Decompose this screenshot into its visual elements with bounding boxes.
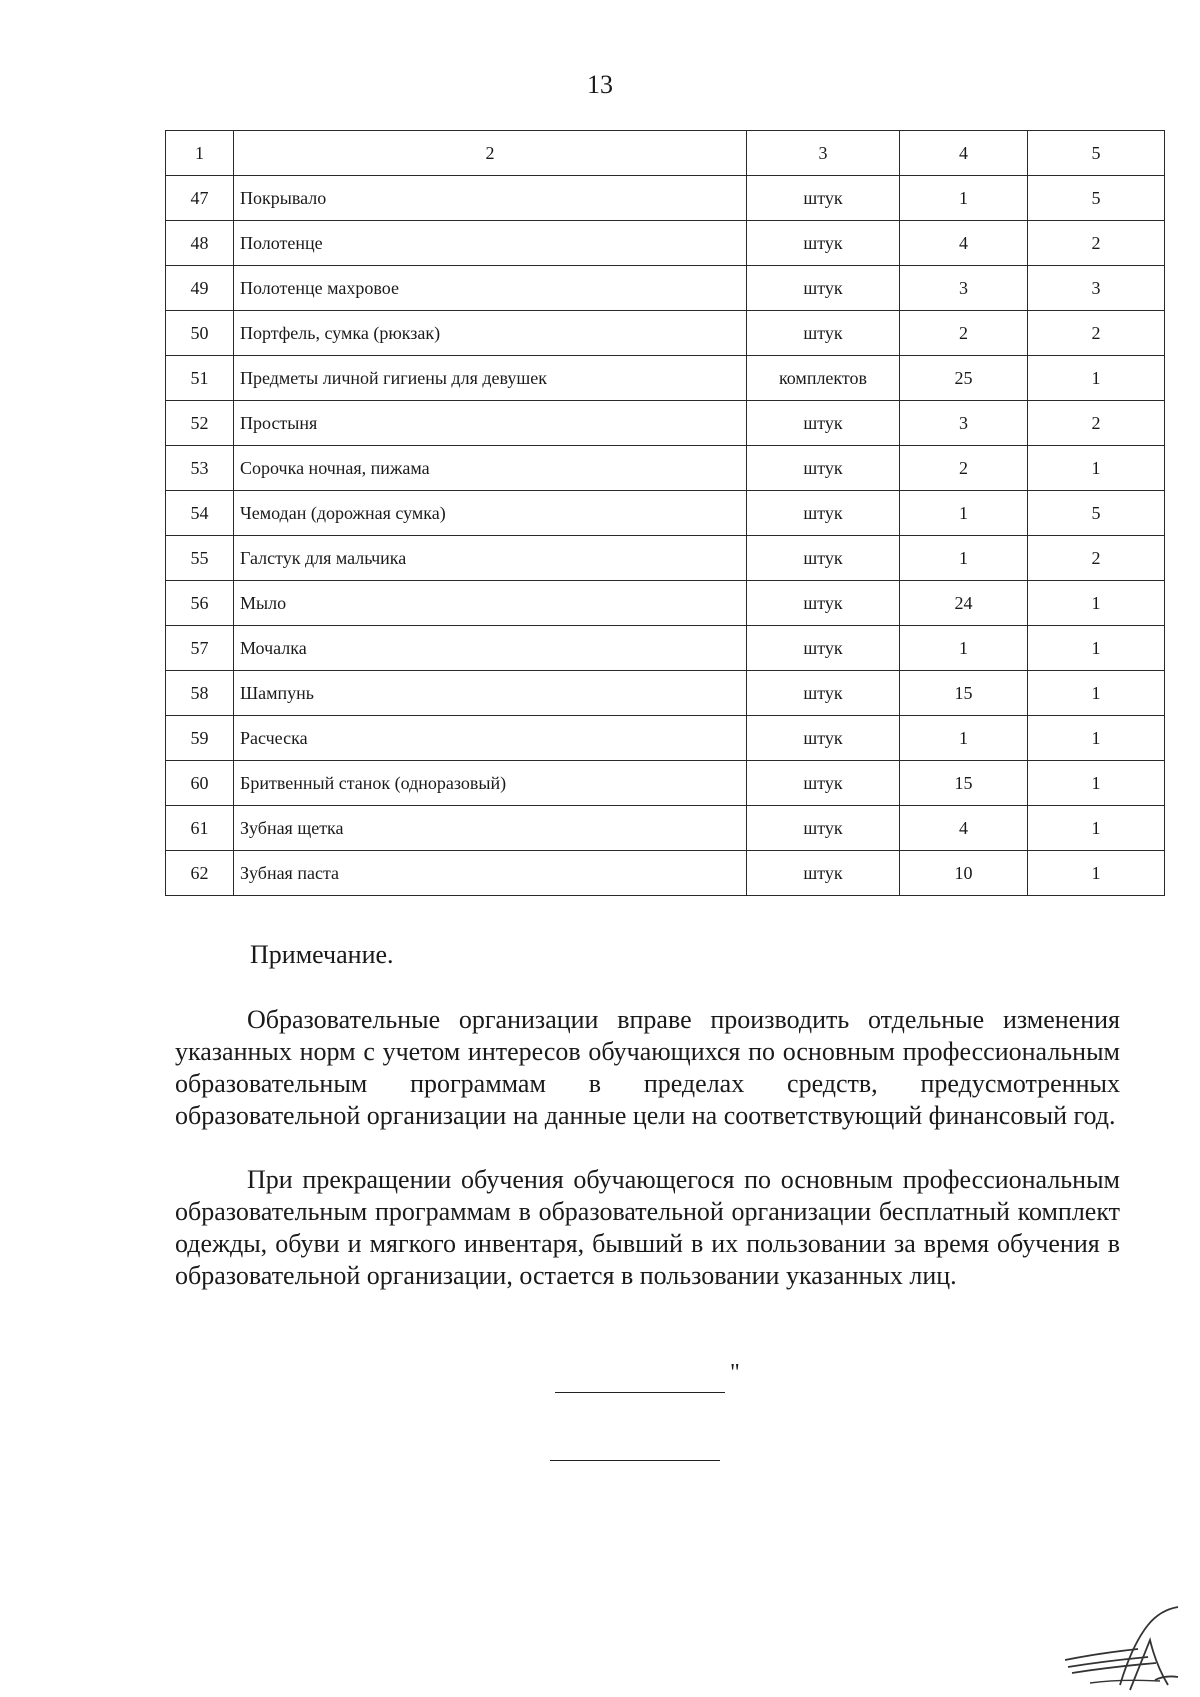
table-header-row [166, 131, 1165, 176]
separator-line-2 [550, 1460, 720, 1461]
table-cell-col-5: 2 [1028, 401, 1165, 446]
table-cell-col-5: 1 [1028, 671, 1165, 716]
table-row [166, 761, 1165, 806]
table-row [166, 401, 1165, 446]
table-cell-col-1: 58 [166, 671, 234, 716]
table-row [166, 536, 1165, 581]
table-cell-col-1: 54 [166, 491, 234, 536]
table-cell-col-2: Предметы личной гигиены для девушек [234, 356, 747, 401]
table-cell-col-4: 2 [900, 311, 1028, 356]
table-row [166, 581, 1165, 626]
table-cell-col-2: Полотенце [234, 221, 747, 266]
note-paragraph-2: При прекращении обучения обучающегося по основным профессиональным образовательным программам в образовательной организации бесплатный комплект одежды, обуви и мягкого инвентаря, бывший в их пользовании за время обучения в образовательной организации, остается в пользовании указанных лиц. [175, 1165, 1120, 1290]
table-row [166, 311, 1165, 356]
table-row [166, 491, 1165, 536]
table-cell-col-5: 1 [1028, 581, 1165, 626]
table-cell-col-1: 53 [166, 446, 234, 491]
table-cell-col-3: штук [747, 536, 900, 581]
table-cell-col-1: 48 [166, 221, 234, 266]
header-col-3: 3 [747, 131, 900, 176]
table-cell-col-2: Зубная паста [234, 851, 747, 896]
table-cell-col-4: 1 [900, 626, 1028, 671]
table-cell-col-1: 55 [166, 536, 234, 581]
table-cell-col-4: 3 [900, 401, 1028, 446]
table-cell-col-3: штук [747, 716, 900, 761]
table-cell-col-2: Зубная щетка [234, 806, 747, 851]
table-cell-col-5: 1 [1028, 761, 1165, 806]
table-cell-col-4: 2 [900, 446, 1028, 491]
table-cell-col-3: штук [747, 266, 900, 311]
table-row [166, 221, 1165, 266]
table-cell-col-3: штук [747, 311, 900, 356]
table-cell-col-3: штук [747, 401, 900, 446]
table-cell-col-1: 52 [166, 401, 234, 446]
table-cell-col-2: Покрывало [234, 176, 747, 221]
table-cell-col-1: 57 [166, 626, 234, 671]
table-cell-col-3: комплектов [747, 356, 900, 401]
table-cell-col-4: 10 [900, 851, 1028, 896]
table-cell-col-2: Полотенце махровое [234, 266, 747, 311]
table-row [166, 851, 1165, 896]
handwritten-signature-icon [1060, 1605, 1190, 1695]
header-col-2: 2 [234, 131, 747, 176]
table-cell-col-2: Простыня [234, 401, 747, 446]
table-cell-col-5: 1 [1028, 446, 1165, 491]
table-row [166, 671, 1165, 716]
table-cell-col-4: 15 [900, 761, 1028, 806]
header-col-5: 5 [1028, 131, 1165, 176]
table-cell-col-5: 2 [1028, 311, 1165, 356]
table-cell-col-2: Расческа [234, 716, 747, 761]
table-cell-col-4: 1 [900, 176, 1028, 221]
table-cell-col-1: 50 [166, 311, 234, 356]
table-cell-col-4: 1 [900, 491, 1028, 536]
header-col-1: 1 [166, 131, 234, 176]
table-cell-col-1: 51 [166, 356, 234, 401]
table-cell-col-5: 3 [1028, 266, 1165, 311]
table-cell-col-2: Чемодан (дорожная сумка) [234, 491, 747, 536]
table-cell-col-2: Галстук для мальчика [234, 536, 747, 581]
table-cell-col-1: 56 [166, 581, 234, 626]
table-cell-col-2: Бритвенный станок (одноразовый) [234, 761, 747, 806]
table-cell-col-4: 1 [900, 536, 1028, 581]
table-cell-col-5: 5 [1028, 176, 1165, 221]
table-cell-col-4: 24 [900, 581, 1028, 626]
table-cell-col-5: 2 [1028, 536, 1165, 581]
table-cell-col-3: штук [747, 851, 900, 896]
table-cell-col-5: 1 [1028, 626, 1165, 671]
closing-quote-mark: " [730, 1360, 740, 1386]
table-cell-col-3: штук [747, 626, 900, 671]
table-cell-col-3: штук [747, 761, 900, 806]
table-row [166, 716, 1165, 761]
table-cell-col-3: штук [747, 671, 900, 716]
table-cell-col-2: Мыло [234, 581, 747, 626]
table-cell-col-1: 60 [166, 761, 234, 806]
table-cell-col-3: штук [747, 491, 900, 536]
table-body [166, 176, 1165, 896]
table-row [166, 806, 1165, 851]
table-cell-col-1: 47 [166, 176, 234, 221]
table-cell-col-4: 4 [900, 806, 1028, 851]
table-row [166, 446, 1165, 491]
page-number: 13 [587, 70, 613, 99]
header-col-4: 4 [900, 131, 1028, 176]
table-cell-col-2: Мочалка [234, 626, 747, 671]
items-table [165, 130, 1165, 896]
table-cell-col-4: 3 [900, 266, 1028, 311]
table-cell-col-2: Шампунь [234, 671, 747, 716]
table-row [166, 356, 1165, 401]
table-row [166, 266, 1165, 311]
table-cell-col-2: Портфель, сумка (рюкзак) [234, 311, 747, 356]
table-cell-col-3: штук [747, 446, 900, 491]
table-cell-col-1: 59 [166, 716, 234, 761]
table-cell-col-3: штук [747, 806, 900, 851]
note-title: Примечание. [250, 940, 394, 969]
table-cell-col-5: 2 [1028, 221, 1165, 266]
table-cell-col-1: 62 [166, 851, 234, 896]
table-row [166, 626, 1165, 671]
table-cell-col-4: 15 [900, 671, 1028, 716]
table-cell-col-3: штук [747, 221, 900, 266]
table-cell-col-5: 1 [1028, 356, 1165, 401]
table-row [166, 176, 1165, 221]
table-cell-col-5: 1 [1028, 716, 1165, 761]
note-paragraph-1: Образовательные организации вправе производить отдельные изменения указанных норм с учетом интересов обучающихся по основным профессиональным образовательным программам в пределах средств, предусмотренных образовательной организации на данные цели на соответствующий финансовый год. [175, 1005, 1120, 1130]
table-cell-col-4: 4 [900, 221, 1028, 266]
table-cell-col-1: 49 [166, 266, 234, 311]
separator-line [555, 1392, 725, 1393]
table-cell-col-5: 1 [1028, 851, 1165, 896]
table-cell-col-3: штук [747, 581, 900, 626]
table-cell-col-3: штук [747, 176, 900, 221]
table-cell-col-2: Сорочка ночная, пижама [234, 446, 747, 491]
table-cell-col-1: 61 [166, 806, 234, 851]
table-cell-col-4: 1 [900, 716, 1028, 761]
table-cell-col-5: 5 [1028, 491, 1165, 536]
table-cell-col-5: 1 [1028, 806, 1165, 851]
table-cell-col-4: 25 [900, 356, 1028, 401]
